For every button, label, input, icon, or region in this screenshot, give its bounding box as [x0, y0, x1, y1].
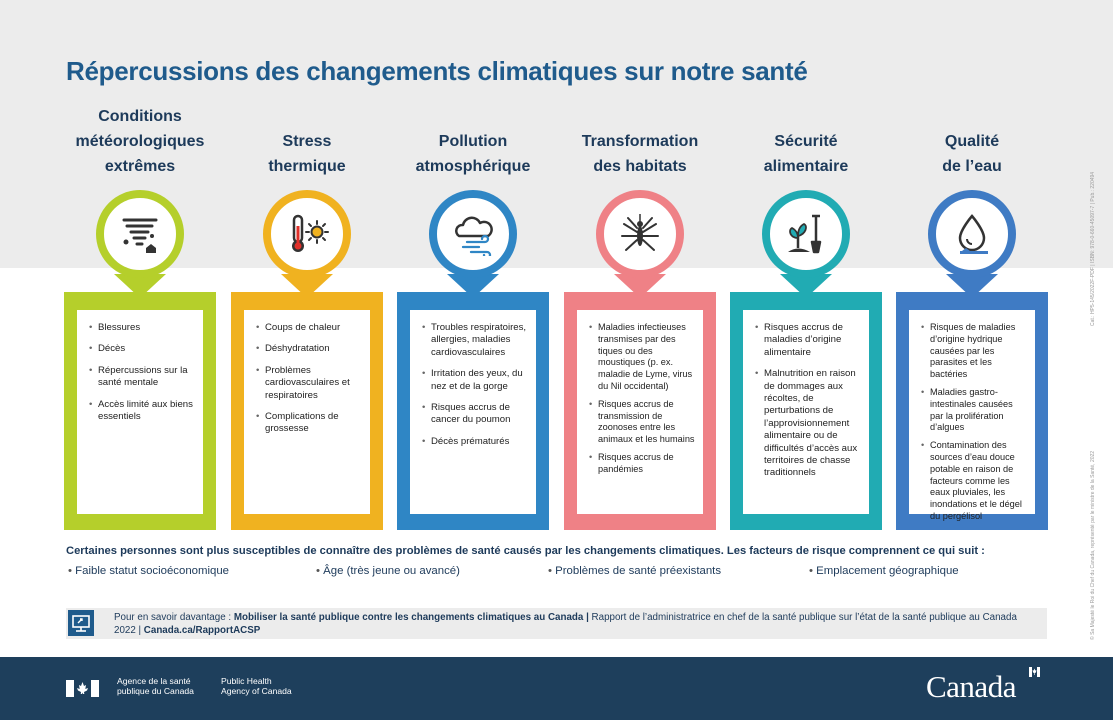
footer: [0, 657, 1113, 720]
risk-factor-health: • Problèmes de santé préexistants: [548, 565, 721, 577]
info-text: [114, 612, 1034, 637]
impact-item: • Maladies infectieuses transmises par des tiques ou des moustiques (p. ex. maladie de Lyme, virus du Nil occidental): [589, 322, 695, 393]
info-separator-2: |: [135, 624, 144, 636]
impact-item: • Irritation des yeux, du nez et de la gorge: [422, 368, 528, 393]
category-panel: [730, 292, 882, 530]
impact-item: • Malnutrition en raison de dommages aux récoltes, de perturbations de l’approvisionnement alimentaire ou de difficultés d’accès aux territoires de chasse traditionnels: [755, 368, 861, 480]
report-url-link[interactable]: Canada.ca/RapportACSP: [143, 624, 261, 636]
category-title-line: Transformation: [581, 133, 699, 150]
category-impacts: [909, 310, 1035, 521]
category-icon-circle: [263, 190, 351, 278]
impact-item: • Risques accrus de cancer du poumon: [422, 402, 528, 427]
impact-item: • Contamination des sources d’eau douce potable en raison de facteurs comme les eaux pluviales, les inondations et le dégel du pergélisol: [921, 440, 1027, 523]
category-title-line: Stress: [282, 133, 332, 150]
impact-list: [755, 322, 861, 480]
category-title-line: alimentaire: [763, 158, 849, 175]
category-panel: [231, 292, 383, 530]
category-title-line: Conditions: [98, 108, 182, 125]
impact-list: [921, 322, 1027, 523]
risk-factor-socioeconomic: • Faible statut socioéconomique: [68, 565, 229, 577]
impact-item: • Risques accrus de transmission de zoonoses entre les animaux et les humains: [589, 399, 695, 446]
category-title-line: des habitats: [593, 158, 687, 175]
category-panel: [896, 292, 1048, 530]
category-title: [896, 129, 1048, 179]
risk-heading: Certaines personnes sont plus susceptibles de connaître des problèmes de santé causés par les changements climatiques. Les facteurs de risque comprennent ce qui suit :: [66, 545, 985, 557]
impact-list: [422, 322, 528, 448]
impact-item: • Risques de maladies d’origine hydrique causées par les parasites et les bactéries: [921, 322, 1027, 381]
catalog-text: Cat.: HP5-145/2022F-PDF | ISBN: 978-0-660-45097-7 | Pub.: 220494: [1090, 171, 1096, 326]
computer-link-icon[interactable]: [68, 610, 94, 636]
page-title: Répercussions des changements climatiques sur notre santé: [66, 56, 808, 86]
wordmark-flag-icon: [1029, 667, 1040, 677]
category-icon-circle: [928, 190, 1016, 278]
canada-flag-icon: [66, 680, 99, 697]
category-title-line: Pollution: [438, 133, 508, 150]
report-description: Rapport de l’administratrice en chef de la santé publique sur l’état de la santé publique au Canada 2022: [114, 612, 1017, 636]
risk-factor-age: • Âge (très jeune ou avancé): [316, 565, 460, 577]
category-panel: [397, 292, 549, 530]
category-title: [564, 129, 716, 179]
info-bar: [66, 608, 1047, 639]
category-impacts: [244, 310, 370, 514]
category-title-line: Qualité: [944, 133, 1000, 150]
category-title: [231, 129, 383, 179]
impact-item: • Risques accrus de maladies d’origine alimentaire: [755, 322, 861, 359]
impact-list: [256, 322, 362, 436]
category-title: [730, 129, 882, 179]
copyright-text: © Sa Majesté le Roi du Chef du Canada, représenté par le ministre de la Santé, 2022: [1090, 450, 1096, 640]
impact-item: • Risques accrus de pandémies: [589, 452, 695, 476]
risk-factor-location: • Emplacement géographique: [809, 565, 959, 577]
category-impacts: [77, 310, 203, 514]
impact-item: • Problèmes cardiovasculaires et respiratoires: [256, 365, 362, 402]
category-impacts: [743, 310, 869, 514]
impact-item: • Répercussions sur la santé mentale: [89, 365, 195, 390]
agency-en-line-1: Public Health: [221, 676, 272, 686]
agency-fr-line-2: publique du Canada: [117, 686, 194, 696]
category-title: [64, 104, 216, 179]
impact-item: • Troubles respiratoires, allergies, maladies cardiovasculaires: [422, 322, 528, 359]
category-icon-circle: [762, 190, 850, 278]
info-separator: |: [583, 612, 592, 623]
category-panel: [64, 292, 216, 530]
impact-item: • Complications de grossesse: [256, 411, 362, 436]
category-title-line: extrêmes: [104, 158, 176, 175]
impact-item: • Déshydratation: [256, 343, 362, 355]
info-prefix: Pour en savoir davantage :: [114, 612, 234, 623]
category-title-line: Sécurité: [774, 133, 838, 150]
impact-item: • Coups de chaleur: [256, 322, 362, 334]
impact-item: • Décès: [89, 343, 195, 355]
category-title-line: atmosphérique: [415, 158, 531, 175]
category-icon-circle: [96, 190, 184, 278]
category-title-line: thermique: [268, 158, 346, 175]
agency-name-en: [221, 676, 292, 696]
impact-item: • Accès limité aux biens essentiels: [89, 399, 195, 424]
impact-list: [589, 322, 695, 476]
canada-wordmark: Canada: [926, 669, 1016, 704]
category-impacts: [410, 310, 536, 514]
agency-name-fr: [117, 676, 194, 696]
agency-fr-line-1: Agence de la santé: [117, 676, 191, 686]
category-impacts: [577, 310, 703, 514]
impact-list: [89, 322, 195, 423]
category-panel: [564, 292, 716, 530]
category-icon-circle: [596, 190, 684, 278]
impact-item: • Maladies gastro-intestinales causées par la prolifération d’algues: [921, 387, 1027, 434]
category-title-line: météorologiques: [75, 133, 205, 150]
impact-item: • Décès prématurés: [422, 436, 528, 448]
category-title-line: de l’eau: [942, 158, 1002, 175]
impact-item: • Blessures: [89, 322, 195, 334]
agency-en-line-2: Agency of Canada: [221, 686, 292, 696]
report-title-link[interactable]: Mobiliser la santé publique contre les changements climatiques au Canada: [233, 612, 584, 623]
category-icon-circle: [429, 190, 517, 278]
category-title: [397, 129, 549, 179]
